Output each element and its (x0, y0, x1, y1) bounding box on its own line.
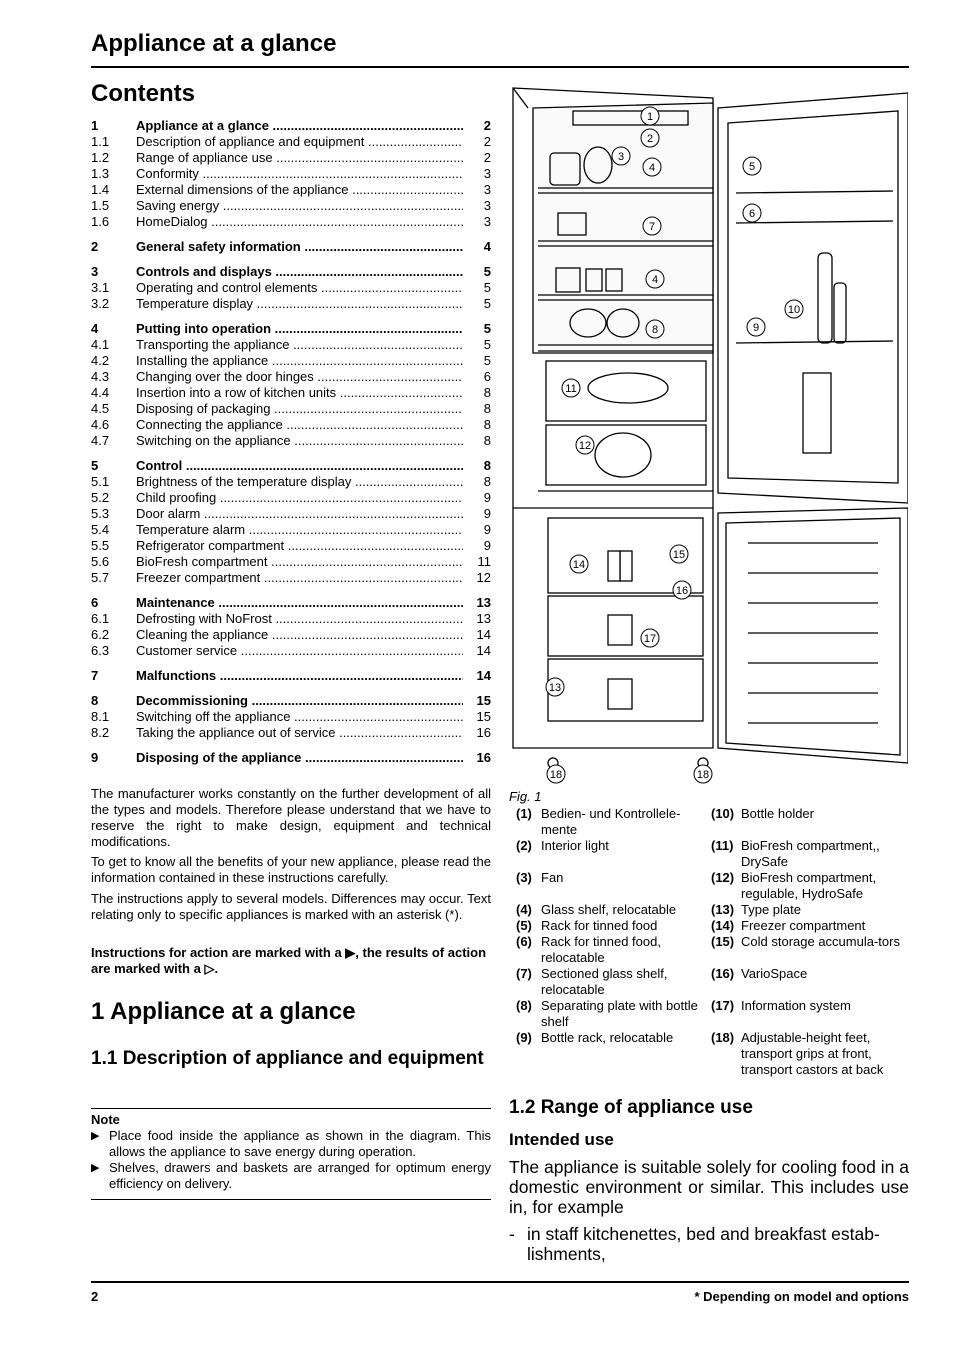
legend-item (516, 918, 701, 934)
intro-paragraph-3: The instructions apply to several models. Differences may occur. Text relating only to specific appliances is marked with an asterisk (*). (91, 891, 491, 922)
toc-entry (91, 554, 491, 570)
toc-entry-page: 14 (476, 627, 491, 642)
toc-entry-number: 4.5 (91, 401, 110, 416)
toc-entry-page: 9 (483, 522, 491, 537)
toc-entry (91, 627, 491, 643)
toc-entry-page: 4 (483, 239, 491, 254)
callout-number: 14 (572, 559, 586, 571)
legend-item (711, 966, 906, 998)
toc-entry-label: BioFresh compartment ..... (136, 554, 463, 570)
toc-entry (91, 490, 491, 506)
toc-entry-label: Taking the appliance out of service ..... (136, 725, 463, 741)
toc-entry-label: Insertion into a row of kitchen units ..... (136, 385, 463, 401)
toc-entry-label: Refrigerator compartment ..... (136, 538, 463, 554)
legend-item (516, 966, 701, 998)
toc-entry-page: 3 (483, 166, 491, 181)
toc-entry-number: 1 (91, 118, 99, 133)
legend-item-number: (11) (711, 838, 734, 853)
legend-item (516, 870, 701, 902)
page-header-title: Appliance at a glance (91, 30, 337, 57)
toc-entry (91, 353, 491, 369)
toc-entry-page: 11 (477, 554, 491, 569)
legend-item (711, 998, 906, 1030)
toc-entry-page: 2 (483, 118, 491, 133)
legend-item-text: Interior light (541, 838, 609, 853)
toc-entry (91, 458, 491, 474)
toc-entry (91, 643, 491, 659)
section-1-1-heading: 1.1 Description of appliance and equipment (91, 1048, 484, 1069)
legend-item-text: Bottle holder (741, 806, 814, 821)
toc-entry (91, 280, 491, 296)
toc-entry-label: Appliance at a glance ..... (136, 118, 463, 134)
callout-number: 16 (675, 585, 689, 597)
toc-entry-number: 1.6 (91, 214, 110, 229)
toc-entry-label: Changing over the door hinges ..... (136, 369, 463, 385)
intended-use-body: The appliance is suitable solely for cooling food in a domestic environment or similar. This includes use in, for example (509, 1157, 909, 1217)
toc-entry-label: External dimensions of the appliance ..... (136, 182, 463, 198)
legend-item (516, 838, 701, 870)
legend-item (516, 1030, 701, 1078)
legend-item-text: Bottle rack, relocatable (541, 1030, 674, 1045)
toc-entry-page: 3 (483, 214, 491, 229)
toc-entry-label: Customer service ..... (136, 643, 463, 659)
toc-entry-label: Decommissioning ..... (136, 693, 463, 709)
toc-entry-page: 16 (476, 750, 491, 765)
intended-use-heading: Intended use (509, 1130, 614, 1149)
toc-entry (91, 337, 491, 353)
legend-item-number: (2) (516, 838, 532, 853)
bullet-dash: - (509, 1224, 515, 1244)
legend-item (711, 1030, 906, 1078)
toc-entry-label: Control ..... (136, 458, 463, 474)
toc-entry-number: 5.6 (91, 554, 110, 569)
footer-note: * Depending on model and options (694, 1289, 909, 1304)
toc-entry-label: Child proofing ..... (136, 490, 463, 506)
legend-item-number: (18) (711, 1030, 735, 1045)
toc-entry (91, 385, 491, 401)
callout-number: 4 (651, 274, 659, 286)
toc-entry (91, 150, 491, 166)
legend-item-text: Sectioned glass shelf, relocatable (541, 966, 668, 997)
toc-entry-page: 5 (483, 353, 491, 368)
legend-item (711, 838, 906, 870)
toc-entry (91, 134, 491, 150)
legend-item-text: VarioSpace (741, 966, 808, 981)
toc-entry-number: 7 (91, 668, 99, 683)
toc-entry-label: Temperature alarm ..... (136, 522, 463, 538)
toc-entry-page: 8 (483, 474, 491, 489)
table-of-contents (91, 118, 491, 766)
toc-entry (91, 538, 491, 554)
note-bottom-rule (91, 1199, 491, 1200)
callout-number: 18 (549, 769, 563, 781)
legend-item-number: (6) (516, 934, 532, 949)
toc-entry (91, 198, 491, 214)
callout-number: 4 (648, 162, 656, 174)
toc-entry-number: 8.2 (91, 725, 110, 740)
legend-left (516, 806, 701, 1078)
toc-entry (91, 417, 491, 433)
toc-entry-label: HomeDialog ..... (136, 214, 463, 230)
section-1-heading: 1 Appliance at a glance (91, 998, 356, 1025)
toc-entry (91, 264, 491, 280)
toc-entry-label: Transporting the appliance ..... (136, 337, 463, 353)
section-1-2-heading: 1.2 Range of appliance use (509, 1097, 753, 1118)
callout-number: 1 (646, 111, 654, 123)
toc-entry (91, 668, 491, 684)
callout-number: 2 (646, 133, 654, 145)
toc-entry (91, 750, 491, 766)
toc-entry (91, 321, 491, 337)
toc-entry-number: 6.2 (91, 627, 110, 642)
legend-item (711, 870, 906, 902)
callout-number: 13 (548, 682, 562, 694)
toc-entry-page: 5 (483, 321, 491, 336)
toc-entry-page: 9 (483, 490, 491, 505)
list-item-text: in staff kitchenettes, bed and breakfast estab-lishments, (527, 1224, 880, 1264)
toc-entry-label: Range of appliance use ..... (136, 150, 463, 166)
instruction-text-a: Instructions for action are marked with a (91, 945, 346, 960)
toc-entry-number: 3 (91, 264, 99, 279)
toc-entry-label: Brightness of the temperature display ..... (136, 474, 463, 490)
legend-item (711, 918, 906, 934)
note-item (91, 1160, 491, 1192)
toc-entry-number: 5.7 (91, 570, 110, 585)
toc-entry-page: 2 (483, 150, 491, 165)
toc-entry-number: 3.2 (91, 296, 110, 311)
toc-entry (91, 693, 491, 709)
toc-entry-number: 5.2 (91, 490, 110, 505)
toc-entry-page: 8 (483, 433, 491, 448)
toc-entry-number: 1.3 (91, 166, 110, 181)
toc-entry-number: 5.3 (91, 506, 110, 521)
toc-entry-label: Cleaning the appliance ..... (136, 627, 463, 643)
legend-item (516, 934, 701, 966)
toc-entry-page: 14 (476, 643, 491, 658)
toc-entry-page: 3 (483, 198, 491, 213)
legend-item (516, 806, 701, 838)
toc-entry-label: Temperature display ..... (136, 296, 463, 312)
legend-item-number: (1) (516, 806, 532, 821)
legend-item-number: (10) (711, 806, 735, 821)
toc-entry-page: 14 (476, 668, 491, 683)
toc-entry-number: 6.1 (91, 611, 110, 626)
toc-entry (91, 725, 491, 741)
refrigerator-diagram (508, 83, 908, 788)
toc-entry (91, 474, 491, 490)
toc-entry-label: Maintenance ..... (136, 595, 463, 611)
toc-entry-number: 1.2 (91, 150, 110, 165)
callout-number: 17 (643, 633, 657, 645)
toc-entry-number: 1.1 (91, 134, 110, 149)
toc-title: Contents (91, 80, 195, 107)
toc-entry-label: Freezer compartment ..... (136, 570, 463, 586)
toc-entry-number: 4.4 (91, 385, 110, 400)
toc-entry-number: 8.1 (91, 709, 110, 724)
toc-entry (91, 433, 491, 449)
instruction-text-c: . (214, 961, 219, 976)
legend-item-text: Adjustable-height feet, transport grips at front, transport castors at back (741, 1030, 884, 1077)
toc-entry-page: 2 (483, 134, 491, 149)
toc-entry-label: Operating and control elements ..... (136, 280, 463, 296)
toc-entry-number: 5.1 (91, 474, 110, 489)
legend-item-text: Information system (741, 998, 851, 1013)
action-arrow-icon: ▶ (91, 1130, 100, 1142)
legend-item (711, 934, 906, 966)
legend-item-number: (13) (711, 902, 735, 917)
legend-item-text: Separating plate with bottle shelf (541, 998, 698, 1029)
intro-paragraph-4 (91, 945, 491, 977)
toc-entry (91, 401, 491, 417)
toc-entry (91, 214, 491, 230)
toc-entry-page: 15 (476, 693, 491, 708)
toc-entry-page: 5 (483, 280, 491, 295)
toc-entry-number: 4.7 (91, 433, 110, 448)
toc-entry-page: 13 (476, 595, 491, 610)
toc-entry (91, 522, 491, 538)
callout-number: 3 (617, 151, 625, 163)
toc-entry-label: Conformity ..... (136, 166, 463, 182)
legend-item-number: (4) (516, 902, 532, 917)
legend-item-number: (17) (711, 998, 735, 1013)
legend-item-text: Fan (541, 870, 564, 885)
toc-entry (91, 239, 491, 255)
list-item (509, 1224, 909, 1264)
note-item (91, 1128, 491, 1160)
toc-entry-number: 5 (91, 458, 99, 473)
legend-right (711, 806, 906, 1078)
toc-entry-label: Switching on the appliance ..... (136, 433, 463, 449)
legend-item-text: Rack for tinned food, relocatable (541, 934, 661, 965)
toc-entry-page: 12 (476, 570, 491, 585)
legend-item (711, 806, 906, 838)
footer-rule (91, 1281, 909, 1283)
legend-item-number: (8) (516, 998, 532, 1013)
legend-item (516, 998, 701, 1030)
toc-entry (91, 611, 491, 627)
legend-item-number: (12) (711, 870, 735, 885)
callout-number: 6 (748, 208, 756, 220)
callout-number: 11 (565, 383, 577, 395)
toc-entry-number: 1.5 (91, 198, 110, 213)
toc-entry-page: 5 (483, 337, 491, 352)
toc-entry-label: Saving energy ..... (136, 198, 463, 214)
toc-entry-page: 3 (483, 182, 491, 197)
note-top-rule (91, 1108, 491, 1109)
toc-entry-number: 4 (91, 321, 99, 336)
toc-entry-label: Disposing of packaging ..... (136, 401, 463, 417)
intro-paragraph-2: To get to know all the benefits of your new appliance, please read the information contained in these instructions carefully. (91, 854, 491, 885)
callout-number: 15 (672, 549, 686, 561)
toc-entry-number: 2 (91, 239, 99, 254)
toc-entry-label: Defrosting with NoFrost ..... (136, 611, 463, 627)
toc-entry-page: 8 (483, 417, 491, 432)
toc-entry-label: Description of appliance and equipment ..... (136, 134, 463, 150)
callout-number: 5 (748, 161, 756, 173)
legend-item-text: BioFresh compartment,, DrySafe (741, 838, 880, 869)
toc-entry-number: 4.1 (91, 337, 110, 352)
toc-entry-number: 5.5 (91, 538, 110, 553)
toc-entry (91, 369, 491, 385)
toc-entry-label: Installing the appliance ..... (136, 353, 463, 369)
action-arrow-icon: ▶ (91, 1162, 100, 1174)
toc-entry-label: Switching off the appliance ..... (136, 709, 463, 725)
toc-entry (91, 166, 491, 182)
callout-number: 7 (648, 221, 656, 233)
toc-entry-label: Controls and displays ..... (136, 264, 463, 280)
toc-entry-number: 6.3 (91, 643, 110, 658)
toc-entry (91, 182, 491, 198)
instruction-text-b: , the results of action are marked with a (91, 945, 487, 976)
toc-entry-page: 13 (476, 611, 491, 626)
result-arrow-icon: ▷ (204, 961, 215, 976)
toc-entry-number: 4.3 (91, 369, 110, 384)
legend-item (711, 902, 906, 918)
toc-entry-page: 9 (483, 506, 491, 521)
toc-entry-page: 16 (476, 725, 491, 740)
action-arrow-icon: ▶ (345, 945, 356, 960)
legend-item-text: BioFresh compartment, regulable, HydroSafe (741, 870, 877, 901)
toc-entry-label: Connecting the appliance ..... (136, 417, 463, 433)
legend-item-number: (7) (516, 966, 532, 981)
callout-number: 10 (787, 304, 801, 316)
note-item-text: Shelves, drawers and baskets are arranged for optimum energy efficiency on delivery. (109, 1160, 491, 1191)
intro-paragraph-1: The manufacturer works constantly on the further development of all the types and models. Therefore please understand that we have to reserve the right to make design, equipment and technical modifications. (91, 786, 491, 849)
toc-entry-page: 5 (483, 296, 491, 311)
legend-item-number: (14) (711, 918, 735, 933)
toc-entry-number: 5.4 (91, 522, 110, 537)
page-number: 2 (91, 1289, 99, 1304)
toc-entry (91, 296, 491, 312)
header-rule (91, 66, 909, 68)
legend-item-number: (16) (711, 966, 735, 981)
legend-item-text: Cold storage accumula-tors (741, 934, 900, 949)
note-title: Note (91, 1112, 120, 1127)
toc-entry-label: Putting into operation ..... (136, 321, 463, 337)
callout-number: 8 (651, 324, 659, 336)
toc-entry-page: 8 (483, 385, 491, 400)
toc-entry-page: 8 (483, 401, 491, 416)
toc-entry-page: 15 (476, 709, 491, 724)
toc-entry-label: Door alarm ..... (136, 506, 463, 522)
legend-item-number: (5) (516, 918, 532, 933)
callout-number: 18 (696, 769, 710, 781)
note-item-text: Place food inside the appliance as shown in the diagram. This allows the appliance to save energy during operation. (109, 1128, 491, 1159)
legend-item-text: Rack for tinned food (541, 918, 658, 933)
toc-entry-page: 5 (483, 264, 491, 279)
toc-entry-number: 9 (91, 750, 99, 765)
legend-item-number: (9) (516, 1030, 532, 1045)
toc-entry-label: General safety information ..... (136, 239, 463, 255)
legend-item-text: Type plate (741, 902, 801, 917)
toc-entry-label: Malfunctions ..... (136, 668, 463, 684)
toc-entry-number: 1.4 (91, 182, 110, 197)
toc-entry-number: 4.2 (91, 353, 110, 368)
legend-item-text: Glass shelf, relocatable (541, 902, 677, 917)
toc-entry (91, 570, 491, 586)
toc-entry (91, 709, 491, 725)
toc-entry-page: 8 (483, 458, 491, 473)
legend-item-number: (3) (516, 870, 532, 885)
toc-entry-page: 9 (483, 538, 491, 553)
toc-entry (91, 595, 491, 611)
toc-entry (91, 506, 491, 522)
legend-item (516, 902, 701, 918)
legend-item-text: Bedien- und Kontrollele-mente (541, 806, 681, 837)
toc-entry-number: 4.6 (91, 417, 110, 432)
callout-number: 9 (752, 322, 760, 334)
figure-caption: Fig. 1 (509, 789, 542, 804)
toc-entry-label: Disposing of the appliance ..... (136, 750, 463, 766)
toc-entry-number: 8 (91, 693, 99, 708)
toc-entry-number: 3.1 (91, 280, 110, 295)
toc-entry-page: 6 (483, 369, 491, 384)
legend-item-number: (15) (711, 934, 735, 949)
legend-item-text: Freezer compartment (741, 918, 866, 933)
toc-entry-number: 6 (91, 595, 99, 610)
toc-entry (91, 118, 491, 134)
callout-number: 12 (578, 440, 592, 452)
